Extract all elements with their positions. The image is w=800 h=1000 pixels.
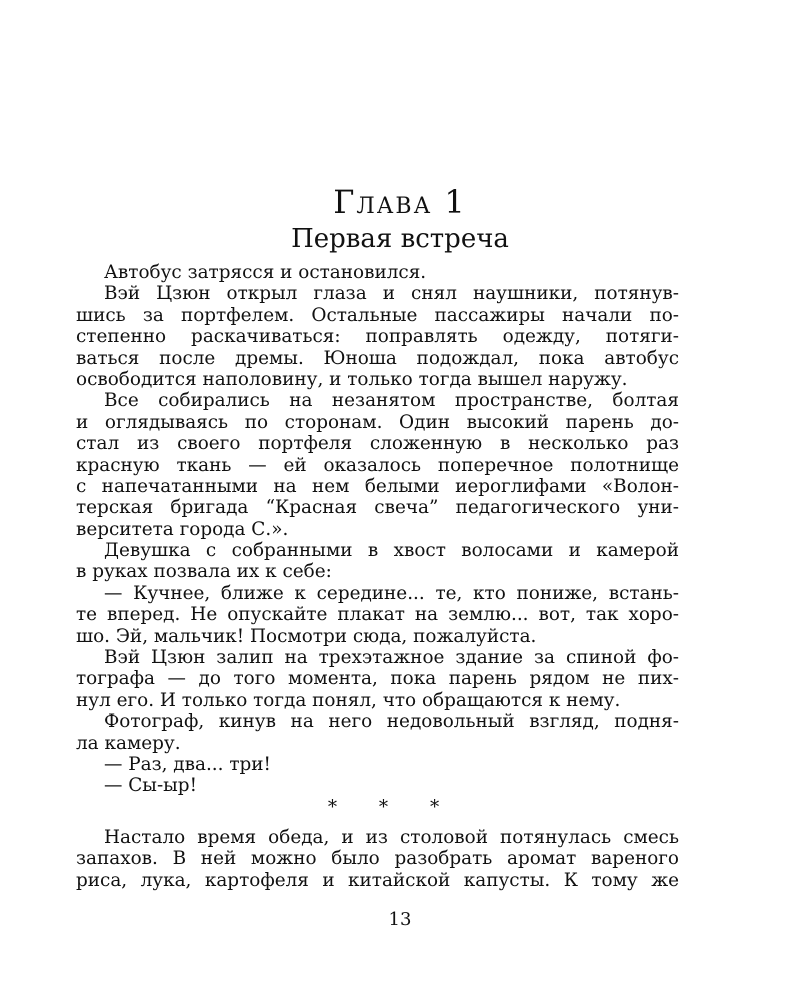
chapter-number: Глава 1	[333, 183, 467, 221]
body-text	[76, 262, 679, 818]
text-line: верситета города С.».	[76, 518, 289, 540]
text-line: — Раз, два... три!	[104, 753, 271, 775]
text-line: степенно раскачиваться: поправлять одежду, потяги-	[76, 326, 679, 348]
text-line: Настало время обеда, и из столовой потянулась смесь	[104, 827, 679, 848]
text-line: те вперед. Не опускайте плакат на землю... вот, так хоро-	[76, 604, 679, 626]
text-line: Автобус затрясся и остановился.	[104, 262, 427, 283]
text-line: красную ткань — ей оказалось поперечное полотнище	[76, 454, 679, 476]
text-line: стал из своего портфеля сложенную в несколько раз	[76, 433, 679, 455]
text-line: ваться после дремы. Юноша подождал, пока автобус	[76, 347, 679, 369]
text-line: — Кучнее, ближе к середине... те, кто пониже, встань-	[104, 582, 679, 604]
text-line: нул его. И только тогда понял, что обращаются к нему.	[76, 689, 621, 711]
text-line: с напечатанными на нем белыми иероглифами «Волон-	[76, 475, 679, 497]
text-line: ла камеру.	[76, 732, 181, 754]
text-line: и оглядываясь по сторонам. Один высокий парень до-	[76, 411, 679, 433]
text-line: Девушка с собранными в хвост волосами и камерой	[104, 540, 679, 562]
text-line: Фотограф, кинув на него недовольный взгляд, подня-	[104, 711, 679, 733]
text-line: Все собирались на незанятом пространстве, болтая	[104, 390, 679, 412]
text-line: Вэй Цзюн открыл глаза и снял наушники, потянув-	[104, 283, 679, 305]
text-line: запахов. В ней можно было разобрать аромат вареного	[76, 848, 679, 870]
text-line: освободится наполовину, и только тогда вышел наружу.	[76, 368, 628, 390]
text-line: терская бригада “Красная свеча” педагогического уни-	[76, 497, 679, 519]
text-line: в руках позвала их к себе:	[76, 561, 332, 583]
text-line: риса, лука, картофеля и китайской капусты. К тому же	[76, 869, 679, 891]
body-text-continued	[76, 827, 679, 891]
chapter-title: Первая встреча	[291, 224, 509, 254]
section-divider: * * *	[327, 796, 458, 818]
text-line: Вэй Цзюн залип на трехэтажное здание за спиной фо-	[104, 647, 679, 669]
text-line: тографа — до того момента, пока парень рядом не пих-	[76, 668, 679, 690]
text-line: шись за портфелем. Остальные пассажиры начали по-	[76, 304, 679, 326]
page-number: 13	[388, 909, 412, 930]
text-line: шо. Эй, мальчик! Посмотри сюда, пожалуйста.	[76, 625, 537, 647]
text-line: — Сы-ыр!	[104, 775, 197, 797]
